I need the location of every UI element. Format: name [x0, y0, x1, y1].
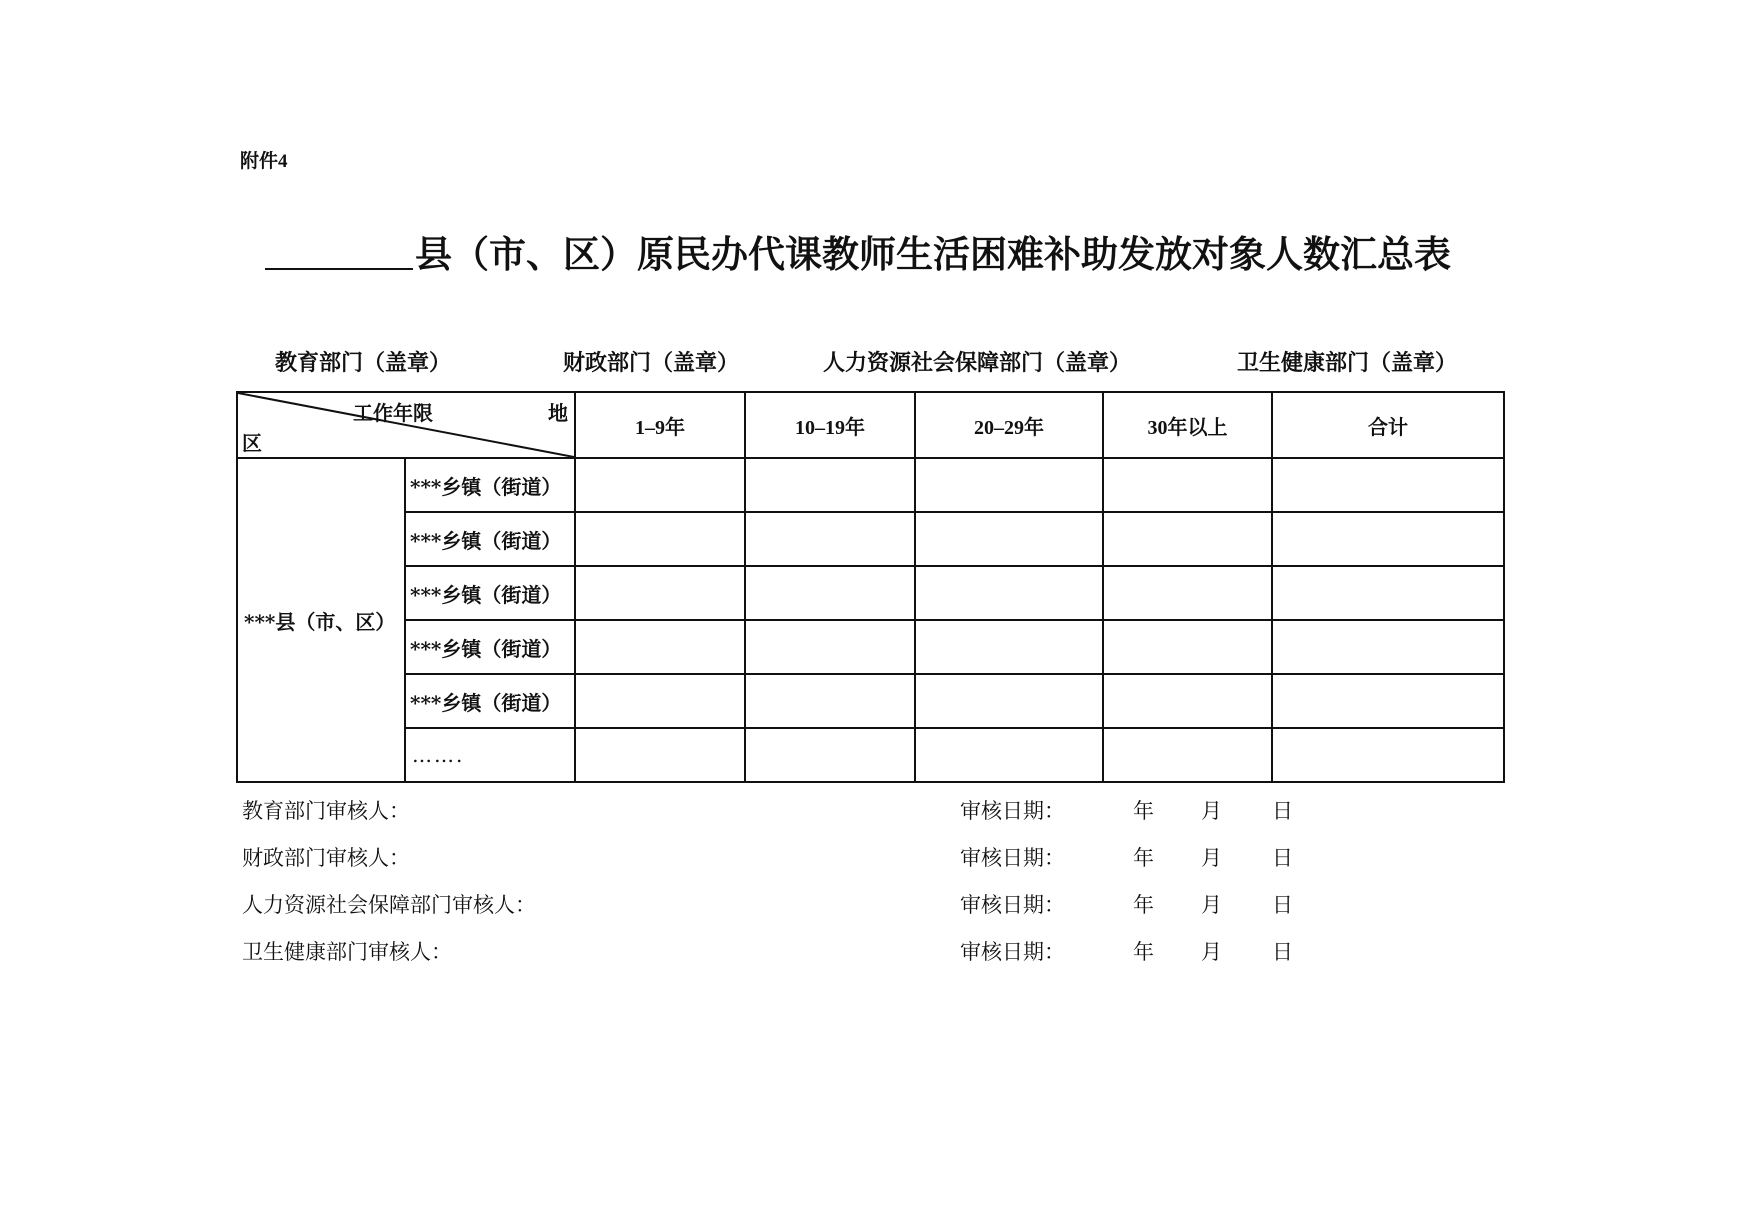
review-date-label: 审核日期： [960, 846, 1065, 870]
data-cell[interactable] [575, 674, 745, 728]
table-row [237, 620, 1504, 674]
data-cell[interactable] [745, 566, 915, 620]
diagonal-label-region-1: 地 [548, 401, 568, 425]
data-cell[interactable] [915, 728, 1103, 782]
data-cell[interactable] [575, 566, 745, 620]
summary-table [236, 391, 1505, 783]
diagonal-label-years: 工作年限 [353, 401, 433, 425]
diagonal-label-region-2: 区 [242, 431, 262, 455]
data-cell[interactable] [915, 512, 1103, 566]
col-header-1-9: 1–9年 [575, 392, 745, 458]
month-label: 月 [1201, 799, 1222, 823]
town-cell: ***乡镇（街道） [405, 458, 575, 512]
table-row [237, 512, 1504, 566]
diagonal-header-cell [237, 392, 575, 458]
stamp-finance: 财政部门（盖章） [563, 350, 740, 376]
day-label: 日 [1272, 799, 1293, 823]
reviewer-label: 教育部门审核人： [242, 799, 410, 823]
table-row [237, 458, 1504, 512]
day-label: 日 [1272, 846, 1293, 870]
data-cell[interactable] [915, 458, 1103, 512]
review-line-hr [0, 889, 1758, 919]
data-cell[interactable] [745, 674, 915, 728]
data-cell[interactable] [745, 620, 915, 674]
title-text: 县（市、区）原民办代课教师生活困难补助发放对象人数汇总表 [415, 232, 1451, 276]
data-cell[interactable] [745, 512, 915, 566]
data-cell[interactable] [575, 620, 745, 674]
review-date-label: 审核日期： [960, 799, 1065, 823]
data-cell[interactable] [1103, 620, 1272, 674]
year-label: 年 [1133, 846, 1154, 870]
col-header-total: 合计 [1272, 392, 1504, 458]
stamp-hr-social-security: 人力资源社会保障部门（盖章） [823, 350, 1132, 376]
ellipsis-cell: ……. [405, 728, 575, 782]
review-line-finance [0, 842, 1758, 872]
day-label: 日 [1272, 940, 1293, 964]
month-label: 月 [1201, 940, 1222, 964]
data-cell[interactable] [1272, 728, 1504, 782]
col-header-30-plus: 30年以上 [1103, 392, 1272, 458]
town-cell: ***乡镇（街道） [405, 620, 575, 674]
month-label: 月 [1201, 846, 1222, 870]
data-cell[interactable] [915, 674, 1103, 728]
data-cell[interactable] [575, 728, 745, 782]
table-row [237, 566, 1504, 620]
table-row [237, 674, 1504, 728]
data-cell[interactable] [915, 566, 1103, 620]
reviewer-label: 卫生健康部门审核人： [242, 940, 452, 964]
document-title [265, 224, 1505, 278]
data-cell[interactable] [1103, 728, 1272, 782]
col-header-10-19: 10–19年 [745, 392, 915, 458]
town-cell: ***乡镇（街道） [405, 674, 575, 728]
review-date-label: 审核日期： [960, 893, 1065, 917]
stamp-row [0, 346, 1758, 376]
data-cell[interactable] [1272, 674, 1504, 728]
review-date-label: 审核日期： [960, 940, 1065, 964]
data-cell[interactable] [1272, 512, 1504, 566]
year-label: 年 [1133, 799, 1154, 823]
day-label: 日 [1272, 893, 1293, 917]
data-cell[interactable] [1272, 566, 1504, 620]
data-cell[interactable] [575, 458, 745, 512]
town-cell: ***乡镇（街道） [405, 512, 575, 566]
stamp-health: 卫生健康部门（盖章） [1237, 350, 1458, 376]
reviewer-label: 人力资源社会保障部门审核人： [242, 893, 536, 917]
data-cell[interactable] [1103, 512, 1272, 566]
town-cell: ***乡镇（街道） [405, 566, 575, 620]
data-cell[interactable] [745, 458, 915, 512]
data-cell[interactable] [1103, 458, 1272, 512]
review-line-education [0, 795, 1758, 825]
year-label: 年 [1133, 940, 1154, 964]
county-cell: ***县（市、区） [237, 458, 405, 782]
data-cell[interactable] [1103, 674, 1272, 728]
header-row [237, 392, 1504, 458]
col-header-20-29: 20–29年 [915, 392, 1103, 458]
annex-label: 附件4 [240, 151, 288, 172]
review-line-health [0, 936, 1758, 966]
month-label: 月 [1201, 893, 1222, 917]
table-row [237, 728, 1504, 782]
title-blank-line [265, 268, 413, 270]
data-cell[interactable] [1103, 566, 1272, 620]
data-cell[interactable] [1272, 620, 1504, 674]
reviewer-label: 财政部门审核人： [242, 846, 410, 870]
data-cell[interactable] [915, 620, 1103, 674]
stamp-education: 教育部门（盖章） [275, 350, 452, 376]
year-label: 年 [1133, 893, 1154, 917]
data-cell[interactable] [745, 728, 915, 782]
data-cell[interactable] [1272, 458, 1504, 512]
data-cell[interactable] [575, 512, 745, 566]
